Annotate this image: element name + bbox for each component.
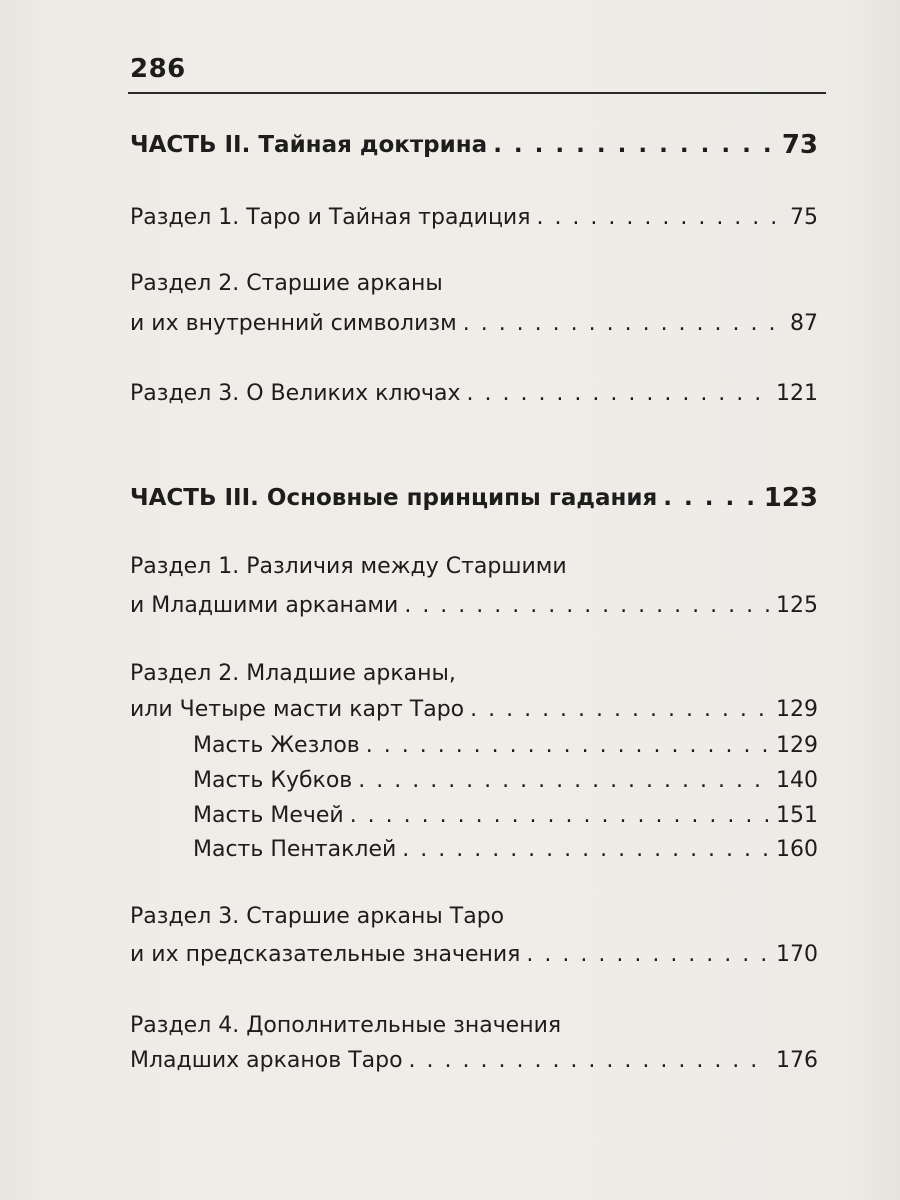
toc-entry-page: 87: [790, 311, 818, 336]
toc-entry-page: 121: [776, 381, 818, 406]
toc-entry-page: 151: [776, 803, 818, 828]
toc-entry-title: ЧАСТЬ III. Основные принципы гадания: [130, 485, 658, 511]
toc-entry-title: Масть Жезлов: [193, 733, 360, 758]
toc-leader-dots: [404, 589, 770, 623]
toc-entry-part-2: [130, 128, 818, 162]
toc-leader-dots: [663, 481, 757, 515]
toc-entry-page: 176: [776, 1048, 818, 1073]
toc-entry-section: [130, 1044, 818, 1078]
toc-entry-page: 123: [763, 483, 818, 513]
toc-entry-title: и их предсказательные значения: [130, 942, 521, 967]
toc-entry-part-3: [130, 481, 818, 515]
toc-entry-title-line: Раздел 1. Различия между Старшими: [130, 554, 567, 579]
toc-leader-dots: [366, 729, 770, 763]
page-number: 286: [130, 54, 186, 84]
toc-entry-title: Масть Пентаклей: [193, 837, 397, 862]
toc-entry-section: [130, 201, 818, 235]
header-rule: [128, 92, 826, 94]
toc-entry-title: Масть Кубков: [193, 768, 353, 793]
toc-leader-dots: [526, 938, 770, 972]
toc-entry-page: 73: [781, 130, 818, 160]
toc-leader-dots: [463, 307, 784, 341]
toc-entry-title-line: Раздел 2. Старшие арканы: [130, 271, 443, 296]
toc-entry-title: ЧАСТЬ II. Тайная доктрина: [130, 132, 488, 158]
toc-leader-dots: [536, 201, 784, 235]
toc-entry-title: Раздел 3. О Великих ключах: [130, 381, 461, 406]
toc-leader-dots: [470, 693, 770, 727]
toc-entry-section: [130, 693, 818, 727]
toc-entry-section: [130, 938, 818, 972]
toc-entry-page: 75: [790, 205, 818, 230]
toc-entry-page: 160: [776, 837, 818, 862]
toc-entry-section: [130, 589, 818, 623]
toc-entry-title: Раздел 1. Таро и Тайная традиция: [130, 205, 531, 230]
toc-leader-dots: [467, 377, 771, 411]
toc-entry-section: [130, 377, 818, 411]
toc-leader-dots: [358, 764, 770, 798]
toc-entry-page: 129: [776, 697, 818, 722]
toc-entry-subsection: [193, 729, 818, 763]
toc-entry-title: Масть Мечей: [193, 803, 344, 828]
toc-entry-title: Младших арканов Таро: [130, 1048, 403, 1073]
toc-entry-title-line: Раздел 2. Младшие арканы,: [130, 661, 456, 686]
toc-entry-page: 140: [776, 768, 818, 793]
toc-leader-dots: [402, 833, 770, 867]
toc-entry-title-line: Раздел 3. Старшие арканы Таро: [130, 904, 505, 929]
toc-entry-subsection: [193, 799, 818, 833]
toc-leader-dots: [350, 799, 770, 833]
toc-entry-page: 170: [776, 942, 818, 967]
toc-entry-title-line: Раздел 4. Дополнительные значения: [130, 1013, 562, 1038]
toc-entry-section: [130, 307, 818, 341]
toc-entry-title: и Младшими арканами: [130, 593, 399, 618]
toc-entry-subsection: [193, 764, 818, 798]
toc-entry-title: или Четыре масти карт Таро: [130, 697, 465, 722]
toc-leader-dots: [409, 1044, 770, 1078]
toc-entry-page: 125: [776, 593, 818, 618]
toc-entry-title: и их внутренний символизм: [130, 311, 457, 336]
toc-entry-subsection: [193, 833, 818, 867]
toc-entry-page: 129: [776, 733, 818, 758]
toc-leader-dots: [493, 128, 776, 162]
